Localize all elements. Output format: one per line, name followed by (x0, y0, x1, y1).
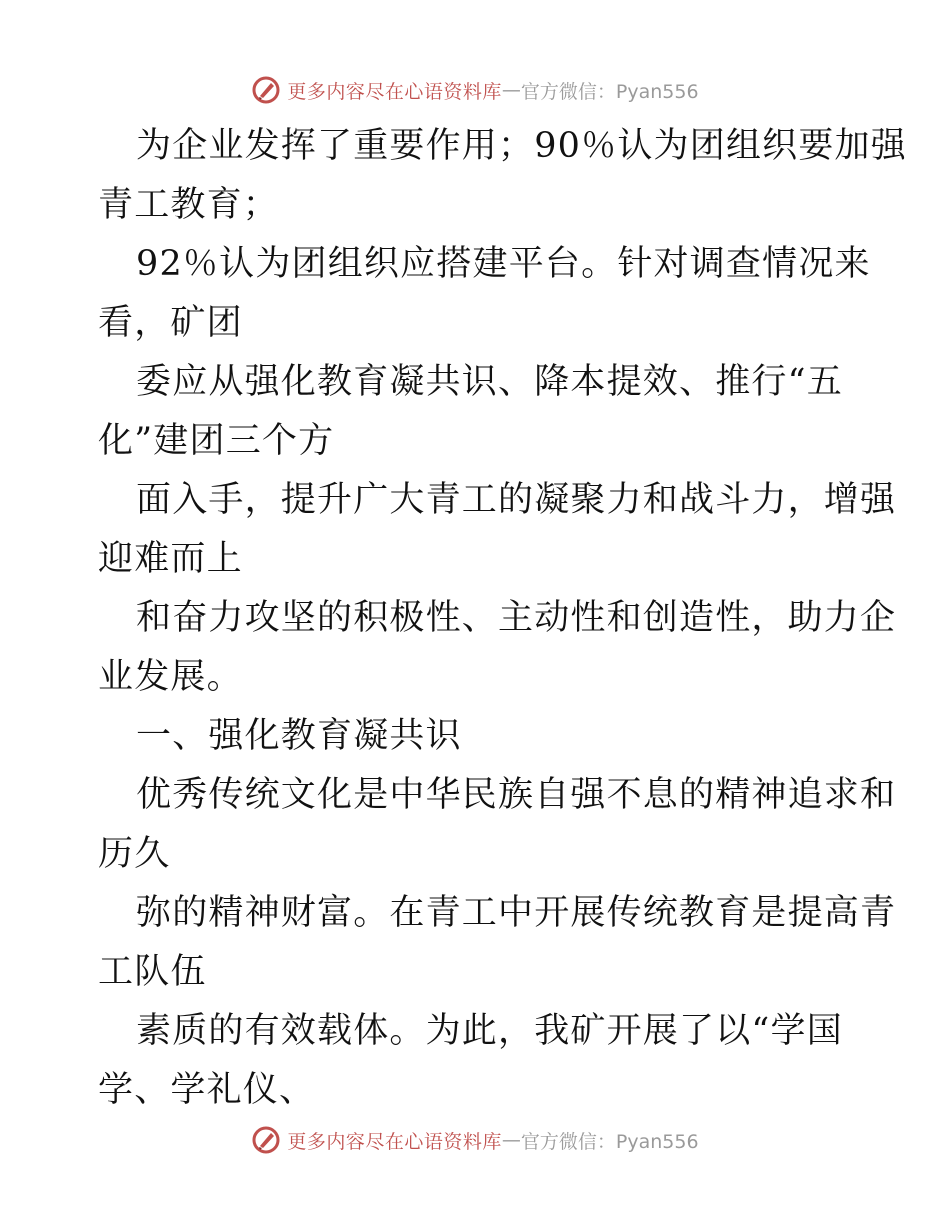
body-line: 学、学礼仪、 (98, 1070, 316, 1110)
body-line: 优秀传统文化是中华民族自强不息的精神追求和 (136, 775, 897, 815)
body-line: 看，矿团 (98, 303, 243, 343)
body-line: 面入手，提升广大青工的凝聚力和战斗力，增强 (136, 480, 897, 520)
pen-seal-icon (251, 1125, 281, 1155)
watermark-dash: — (501, 79, 521, 101)
body-line: 92％认为团组织应搭建平台。针对调查情况来 (136, 244, 871, 284)
body-line: 历久 (98, 834, 171, 874)
header-watermark (0, 70, 950, 110)
body-line: 素质的有效载体。为此，我矿开展了以“学国 (136, 1011, 843, 1051)
watermark-text: 更多内容尽在心语资料库 (287, 80, 502, 103)
section-heading: 一、强化教育凝共识 (136, 716, 462, 756)
body-line: 青工教育； (98, 185, 280, 225)
watermark-wechat: 官方微信：Pyan556 (520, 80, 699, 103)
pen-seal-icon (251, 75, 281, 105)
body-line: 化”建团三个方 (98, 421, 335, 461)
watermark-wechat: 官方微信：Pyan556 (520, 1130, 699, 1153)
body-line: 迎难而上 (98, 539, 243, 579)
watermark-text: 更多内容尽在心语资料库 (287, 1130, 502, 1153)
body-line: 工队伍 (98, 952, 207, 992)
watermark-dash: — (501, 1129, 521, 1151)
footer-watermark (0, 1120, 950, 1160)
body-line: 和奋力攻坚的积极性、主动性和创造性，助力企 (136, 598, 897, 638)
body-line: 弥的精神财富。在青工中开展传统教育是提高青 (136, 893, 897, 933)
body-line: 为企业发挥了重要作用；90％认为团组织要加强 (136, 126, 907, 166)
body-line: 委应从强化教育凝共识、降本提效、推行“五 (136, 362, 843, 402)
body-line: 业发展。 (98, 657, 243, 697)
